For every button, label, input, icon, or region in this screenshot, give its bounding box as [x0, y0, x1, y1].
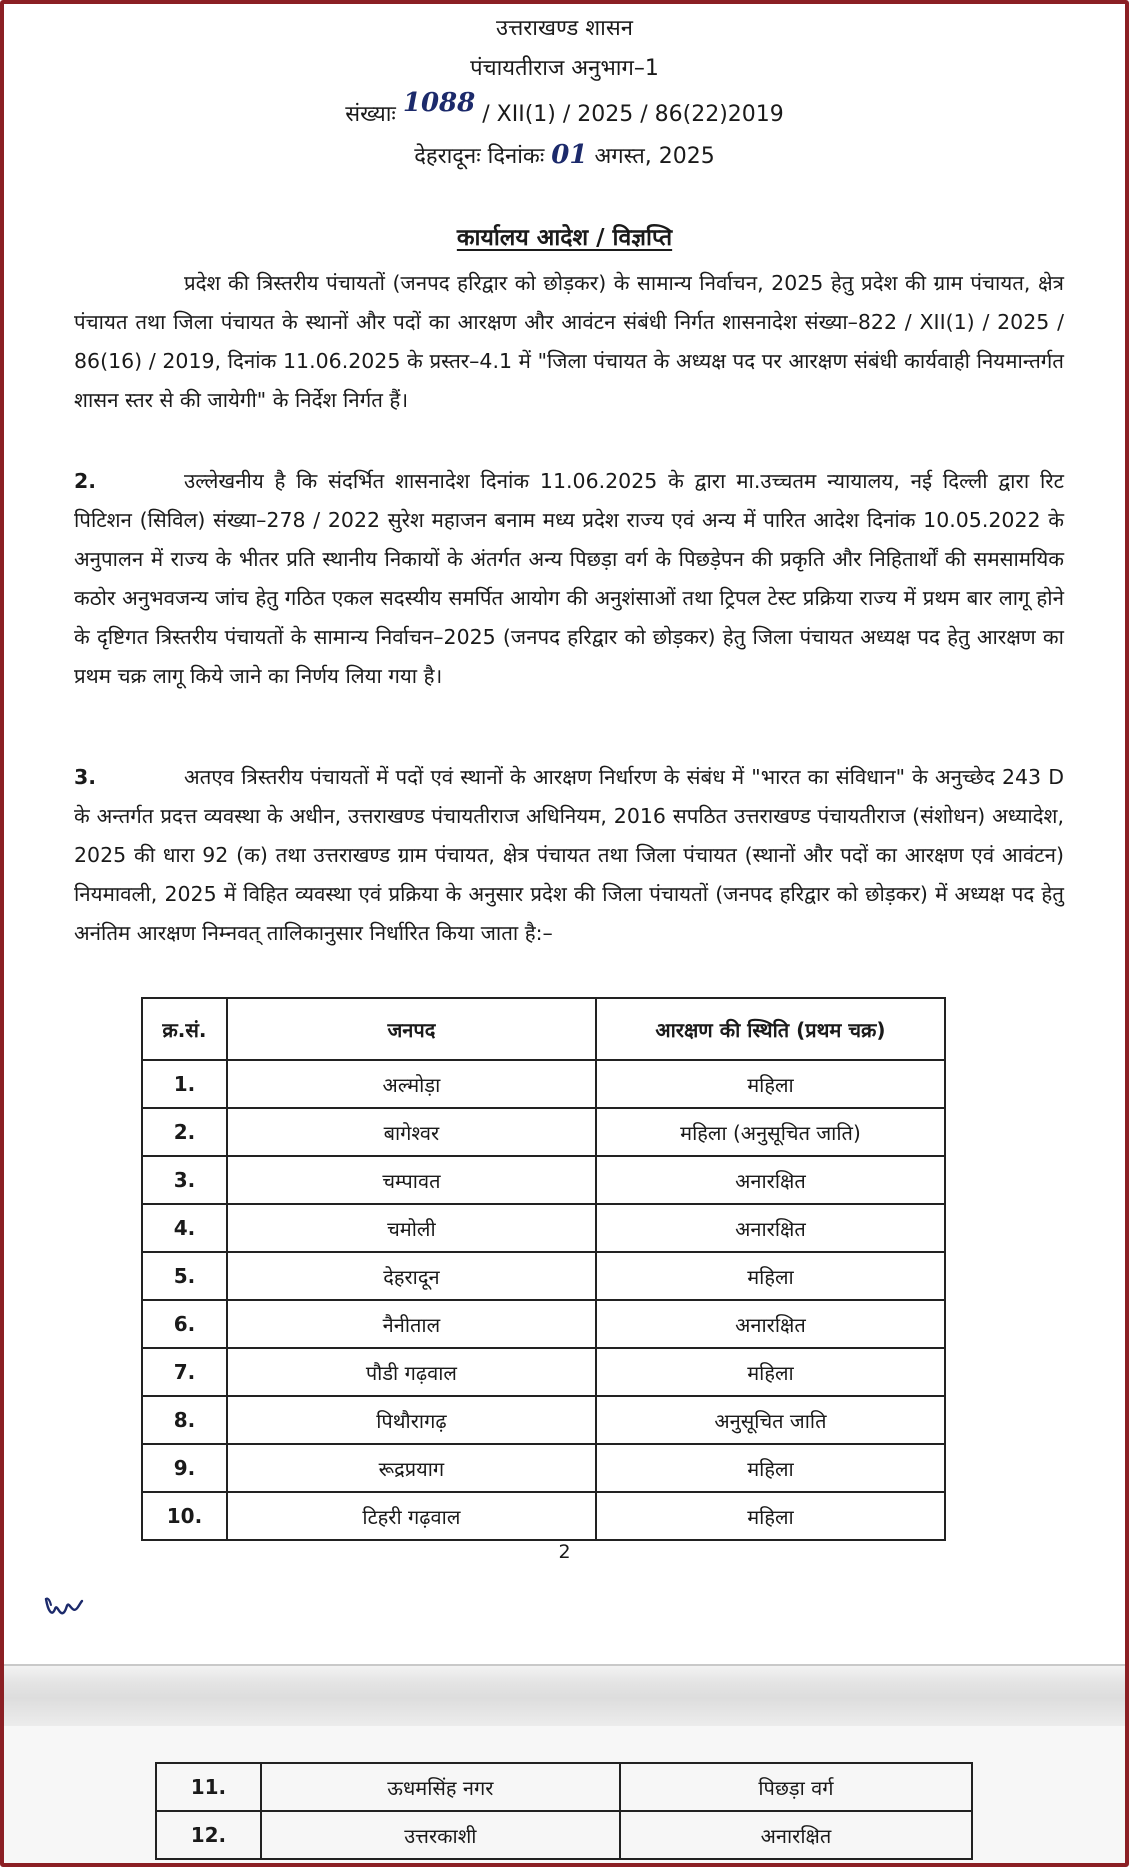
- table-row: [156, 1763, 972, 1811]
- serial-cell: 3.: [142, 1156, 227, 1204]
- header-district: जनपद: [227, 998, 596, 1060]
- district-cell: नैनीताल: [227, 1300, 596, 1348]
- serial-cell: 1.: [142, 1060, 227, 1108]
- government-title: उत्तराखण्ड शासन: [496, 16, 633, 41]
- district-cell: टिहरी गढ़वाल: [227, 1492, 596, 1540]
- section-name: पंचायतीराज अनुभाग–1: [470, 56, 659, 81]
- table-row: [142, 1156, 945, 1204]
- district-cell: पौडी गढ़वाल: [227, 1348, 596, 1396]
- table-row: [142, 1300, 945, 1348]
- district-cell: देहरादून: [227, 1252, 596, 1300]
- page-gap: [4, 1664, 1125, 1726]
- serial-cell: 4.: [142, 1204, 227, 1252]
- serial-cell: 2.: [142, 1108, 227, 1156]
- table-row: [142, 1108, 945, 1156]
- reservation-cell: अनारक्षित: [596, 1300, 945, 1348]
- district-cell: अल्मोड़ा: [227, 1060, 596, 1108]
- reservation-cell: अनारक्षित: [596, 1156, 945, 1204]
- paragraph-3: [74, 758, 1064, 953]
- reservation-table-continued: [155, 1762, 973, 1860]
- paragraph-1: प्रदेश की त्रिस्तरीय पंचायतों (जनपद हरिद्वार को छोड़कर) के सामान्य निर्वाचन, 2025 हेतु प्रदेश की ग्राम पंचायत, क्षेत्र पंचायत तथा जिला पंचायत के स्थानों और पदों का आरक्षण और आवंटन संबंधी निर्गत शासनादेश संख्या–822 / XII(1) / 2025 / 86(16) / 2019, दिनांक 11.06.2025 के प्रस्तर–4.1 में "जिला पंचायत के अध्यक्ष पद पर आरक्षण संबंधी कार्यवाही नियमान्तर्गत शासन स्तर से की जायेगी" के निर्देश निर्गत हैं।: [74, 271, 1064, 412]
- reservation-cell: महिला (अनुसूचित जाति): [596, 1108, 945, 1156]
- header-serial: क्र.सं.: [142, 998, 227, 1060]
- serial-cell: 6.: [142, 1300, 227, 1348]
- reservation-cell: पिछड़ा वर्ग: [620, 1763, 972, 1811]
- date-handwritten-day: 01: [551, 140, 588, 170]
- reservation-cell: अनुसूचित जाति: [596, 1396, 945, 1444]
- paragraph-2-number: 2.: [74, 469, 97, 493]
- handwritten-initials: [42, 1589, 84, 1623]
- table-row: [142, 1492, 945, 1540]
- ref-label: संख्याः: [345, 102, 396, 127]
- page-number: 2: [558, 1541, 571, 1563]
- table-row: [142, 1252, 945, 1300]
- reservation-cell: महिला: [596, 1444, 945, 1492]
- table-row: [156, 1811, 972, 1859]
- reservation-cell: अनारक्षित: [620, 1811, 972, 1859]
- district-cell: उत्तरकाशी: [261, 1811, 620, 1859]
- table-row: [142, 1444, 945, 1492]
- serial-cell: 9.: [142, 1444, 227, 1492]
- table-row: [142, 1348, 945, 1396]
- date-rest: अगस्त, 2025: [594, 144, 715, 169]
- reservation-cell: महिला: [596, 1060, 945, 1108]
- document-page-1: [4, 4, 1125, 1664]
- reservation-cell: महिला: [596, 1348, 945, 1396]
- paragraph-2-text: उल्लेखनीय है कि संदर्भित शासनादेश दिनांक 11.06.2025 के द्वारा मा.उच्चतम न्यायालय, नई दिल्ली द्वारा रिट पिटिशन (सिविल) संख्या–278 / 2022 सुरेश महाजन बनाम मध्य प्रदेश राज्य एवं अन्य में पारित आदेश दिनांक 10.05.2022 के अनुपालन में राज्य के भीतर प्रति स्थानीय निकायों के अंतर्गत अन्य पिछड़ा वर्ग के पिछड़ेपन की प्रकृति और निहितार्थों की समसामयिक कठोर अनुभवजन्य जांच हेतु गठित एकल सदस्यीय समर्पित आयोग की अनुशंसाओं तथा ट्रिपल टेस्ट प्रक्रिया राज्य में प्रथम बार लागू होने के दृष्टिगत त्रिस्तरीय पंचायतों के सामान्य निर्वाचन–2025 (जनपद हरिद्वार को छोड़कर) हेतु जिला पंचायत अध्यक्ष पद हेतु आरक्षण का प्रथम चक्र लागू किये जाने का निर्णय लिया गया है।: [74, 469, 1064, 688]
- district-cell: रूद्रप्रयाग: [227, 1444, 596, 1492]
- page-edge: [4, 1664, 1125, 1666]
- district-cell: बागेश्वर: [227, 1108, 596, 1156]
- district-cell: ऊधमसिंह नगर: [261, 1763, 620, 1811]
- paragraph-2: [74, 462, 1064, 696]
- serial-cell: 8.: [142, 1396, 227, 1444]
- order-title: कार्यालय आदेश / विज्ञप्ति: [456, 225, 673, 251]
- serial-cell: 7.: [142, 1348, 227, 1396]
- place-date-label: देहरादूनः दिनांकः: [414, 144, 545, 169]
- header-reservation: आरक्षण की स्थिति (प्रथम चक्र): [596, 998, 945, 1060]
- reservation-cell: अनारक्षित: [596, 1204, 945, 1252]
- table-row: [142, 1396, 945, 1444]
- reservation-table: [141, 997, 946, 1541]
- paragraph-3-number: 3.: [74, 765, 97, 789]
- district-cell: चमोली: [227, 1204, 596, 1252]
- serial-cell: 11.: [156, 1763, 261, 1811]
- district-cell: चम्पावत: [227, 1156, 596, 1204]
- paragraph-3-text: अतएव त्रिस्तरीय पंचायतों में पदों एवं स्थानों के आरक्षण निर्धारण के संबंध में "भारत का संविधान" के अनुच्छेद 243 D के अन्तर्गत प्रदत्त व्यवस्था के अधीन, उत्तराखण्ड पंचायतीराज अधिनियम, 2016 सपठित उत्तराखण्ड पंचायतीराज (संशोधन) अध्यादेश, 2025 की धारा 92 (क) तथा उत्तराखण्ड ग्राम पंचायत, क्षेत्र पंचायत तथा जिला पंचायत (स्थानों और पदों का आरक्षण एवं आवंटन) नियमावली, 2025 में विहित व्यवस्था एवं प्रक्रिया के अनुसार प्रदेश की जिला पंचायतों (जनपद हरिद्वार को छोड़कर) में अध्यक्ष पद हेतु अनंतिम आरक्षण निम्नवत् तालिकानुसार निर्धारित किया जाता है:–: [74, 765, 1064, 945]
- reference-number: [4, 88, 1125, 128]
- reservation-cell: महिला: [596, 1492, 945, 1540]
- table-row: [142, 1060, 945, 1108]
- place-date: [4, 142, 1125, 170]
- serial-cell: 12.: [156, 1811, 261, 1859]
- ref-handwritten-number: 1088: [402, 88, 476, 118]
- ref-rest: / XII(1) / 2025 / 86(22)2019: [482, 102, 784, 127]
- table-row: [142, 1204, 945, 1252]
- district-cell: पिथौरागढ़: [227, 1396, 596, 1444]
- serial-cell: 10.: [142, 1492, 227, 1540]
- reservation-cell: महिला: [596, 1252, 945, 1300]
- table-header-row: [142, 998, 945, 1060]
- serial-cell: 5.: [142, 1252, 227, 1300]
